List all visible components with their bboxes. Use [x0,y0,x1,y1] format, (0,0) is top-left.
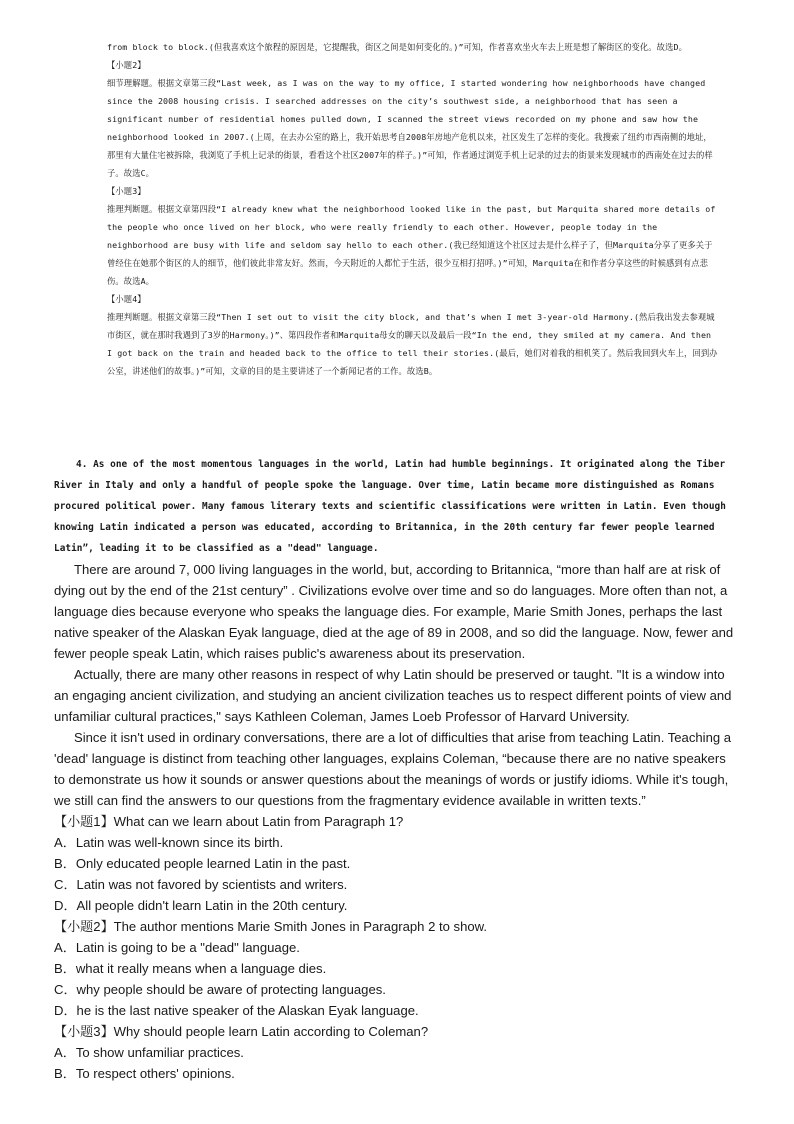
answer-label-2: 【小题2】 [107,60,146,70]
sub-question-1-option-a: A．Latin was well-known since its birth. [54,835,284,850]
answer-text-3: 推理判断题。根据文章第四段“I already knew what the neighborhood looked like in the past, but Marquita shared more details of the people who once lived on her block, who were really friendly to each other. However, people today in the neighborhood are busy with life and seldom say hello to each other.(我已经知道这个社区过去是什么样子了，但Marquita分享了更多关于曾经住在她那个街区的人的细节，他们彼此非常友好。然而，今天附近的人都忙于生活，很少互相打招呼。)”可知，Marquita在和作者分享这些的时候感到有点悲伤。故选A。 [107,204,716,286]
sub-question-3-option-a: A．To show unfamiliar practices. [54,1045,244,1060]
sub-question-1-option-d: D．All people didn't learn Latin in the 20th century. [54,898,348,913]
sub-question-2-option-a: A．Latin is going to be a "dead" language. [54,940,300,955]
question-4 [54,454,740,1084]
sub-question-1-stem: 【小题1】What can we learn about Latin from Paragraph 1? [54,814,404,829]
answer-text-2: 细节理解题。根据文章第三段“Last week, as I was on the way to my office, I started wondering how neighborhoods have changed since the 2008 housing crisis. I searched addresses on the city’s southwest side, a neighborhood that has seen a significant number of residential homes pulled down, I scanned the street views recorded on my phone and saw how the neighborhood looked in 2007.(上周，在去办公室的路上，我开始思考自2008年房地产危机以来，社区发生了怎样的变化。我搜索了纽约市西南侧的地址，那里有大量住宅被拆除，我浏览了手机上记录的街景，看看这个社区2007年的样子。)”可知，作者通过浏览手机上记录的过去的街景来发现城市的西南处在过去的样子。故选C。 [107,78,713,178]
sub-question-2-option-c: C．why people should be aware of protecting languages. [54,982,386,997]
sub-question-2-option-d: D．he is the last native speaker of the Alaskan Eyak language. [54,1003,419,1018]
answer-intro-paragraph: from block to block.(但我喜欢这个旅程的原因是，它提醒我，街区之间是如何变化的。)”可知，作者喜欢坐火车去上班是想了解街区的变化。故选D。 [107,42,687,52]
passage-paragraph-4: Since it isn't used in ordinary conversations, there are a lot of difficulties that arise from teaching Latin. Teaching a 'dead' language is distinct from teaching other languages, explains Coleman, “because there are no native speakers to demonstrate us how it sounds or answer questions about the meanings of words or justify idioms. While it's tough, we still can find the answers to our questions from the fragmentary evidence available in written texts.” [54,730,732,808]
question-intro: 4. As one of the most momentous languages in the world, Latin had humble beginnings. It originated along the Tiber River in Italy and only a handful of people spoke the language. Over time, Latin became more distinguished as Romans procured political power. Many famous literary texts and scientific classifications were written in Latin. Even though knowing Latin indicated a person was educated, according to Britannica, in the 20th century far fewer people learned Latin”, leading it to be classified as a "dead" language. [54,459,726,554]
answer-text-4: 推理判断题。根据文章第三段“Then I set out to visit the city block, and that’s when I met 3-year-old Harmony.(然后我出发去参观城市街区，就在那时我遇到了3岁的Harmony。)”、第四段作者和Marquita母女的聊天以及最后一段“In the end, they smiled at my camera. And then I got back on the train and headed back to the office to tell their stories.(最后，她们对着我的相机笑了。然后我回到火车上，回到办公室，讲述他们的故事。)”可知，文章的目的是主要讲述了一个新闻记者的工作。故选B。 [107,312,718,376]
answer-label-3: 【小题3】 [107,186,146,196]
answer-explanations [107,38,719,380]
sub-question-2-option-b: B．what it really means when a language dies. [54,961,327,976]
passage-paragraph-3: Actually, there are many other reasons in respect of why Latin should be preserved or taught. "It is a window into an engaging ancient civilization, and studying an ancient civilization teaches us to respect different points of view and unfamiliar cultural practices," says Kathleen Coleman, James Loeb Professor of Harvard University. [54,667,732,724]
passage-paragraph-2: There are around 7, 000 living languages in the world, but, according to Britannica, “more than half are at risk of dying out by the end of the 21st century” . Civilizations evolve over time and so do languages. More often than not, a language dies because everyone who speaks the language dies. For example, Marie Smith Jones, perhaps the last native speaker of the Alaskan Eyak language, died at the age of 89 in 2008, and so did the language. Now, fewer and fewer people speak Latin, which raises public's awareness about its preservation. [54,562,734,661]
sub-question-1-option-c: C．Latin was not favored by scientists and writers. [54,877,348,892]
answer-label-4: 【小题4】 [107,294,146,304]
sub-question-3-stem: 【小题3】Why should people learn Latin according to Coleman? [54,1024,429,1039]
sub-question-2-stem: 【小题2】The author mentions Marie Smith Jones in Paragraph 2 to show. [54,919,488,934]
sub-question-3-option-b: B．To respect others' opinions. [54,1066,235,1081]
sub-question-1-option-b: B．Only educated people learned Latin in the past. [54,856,351,871]
